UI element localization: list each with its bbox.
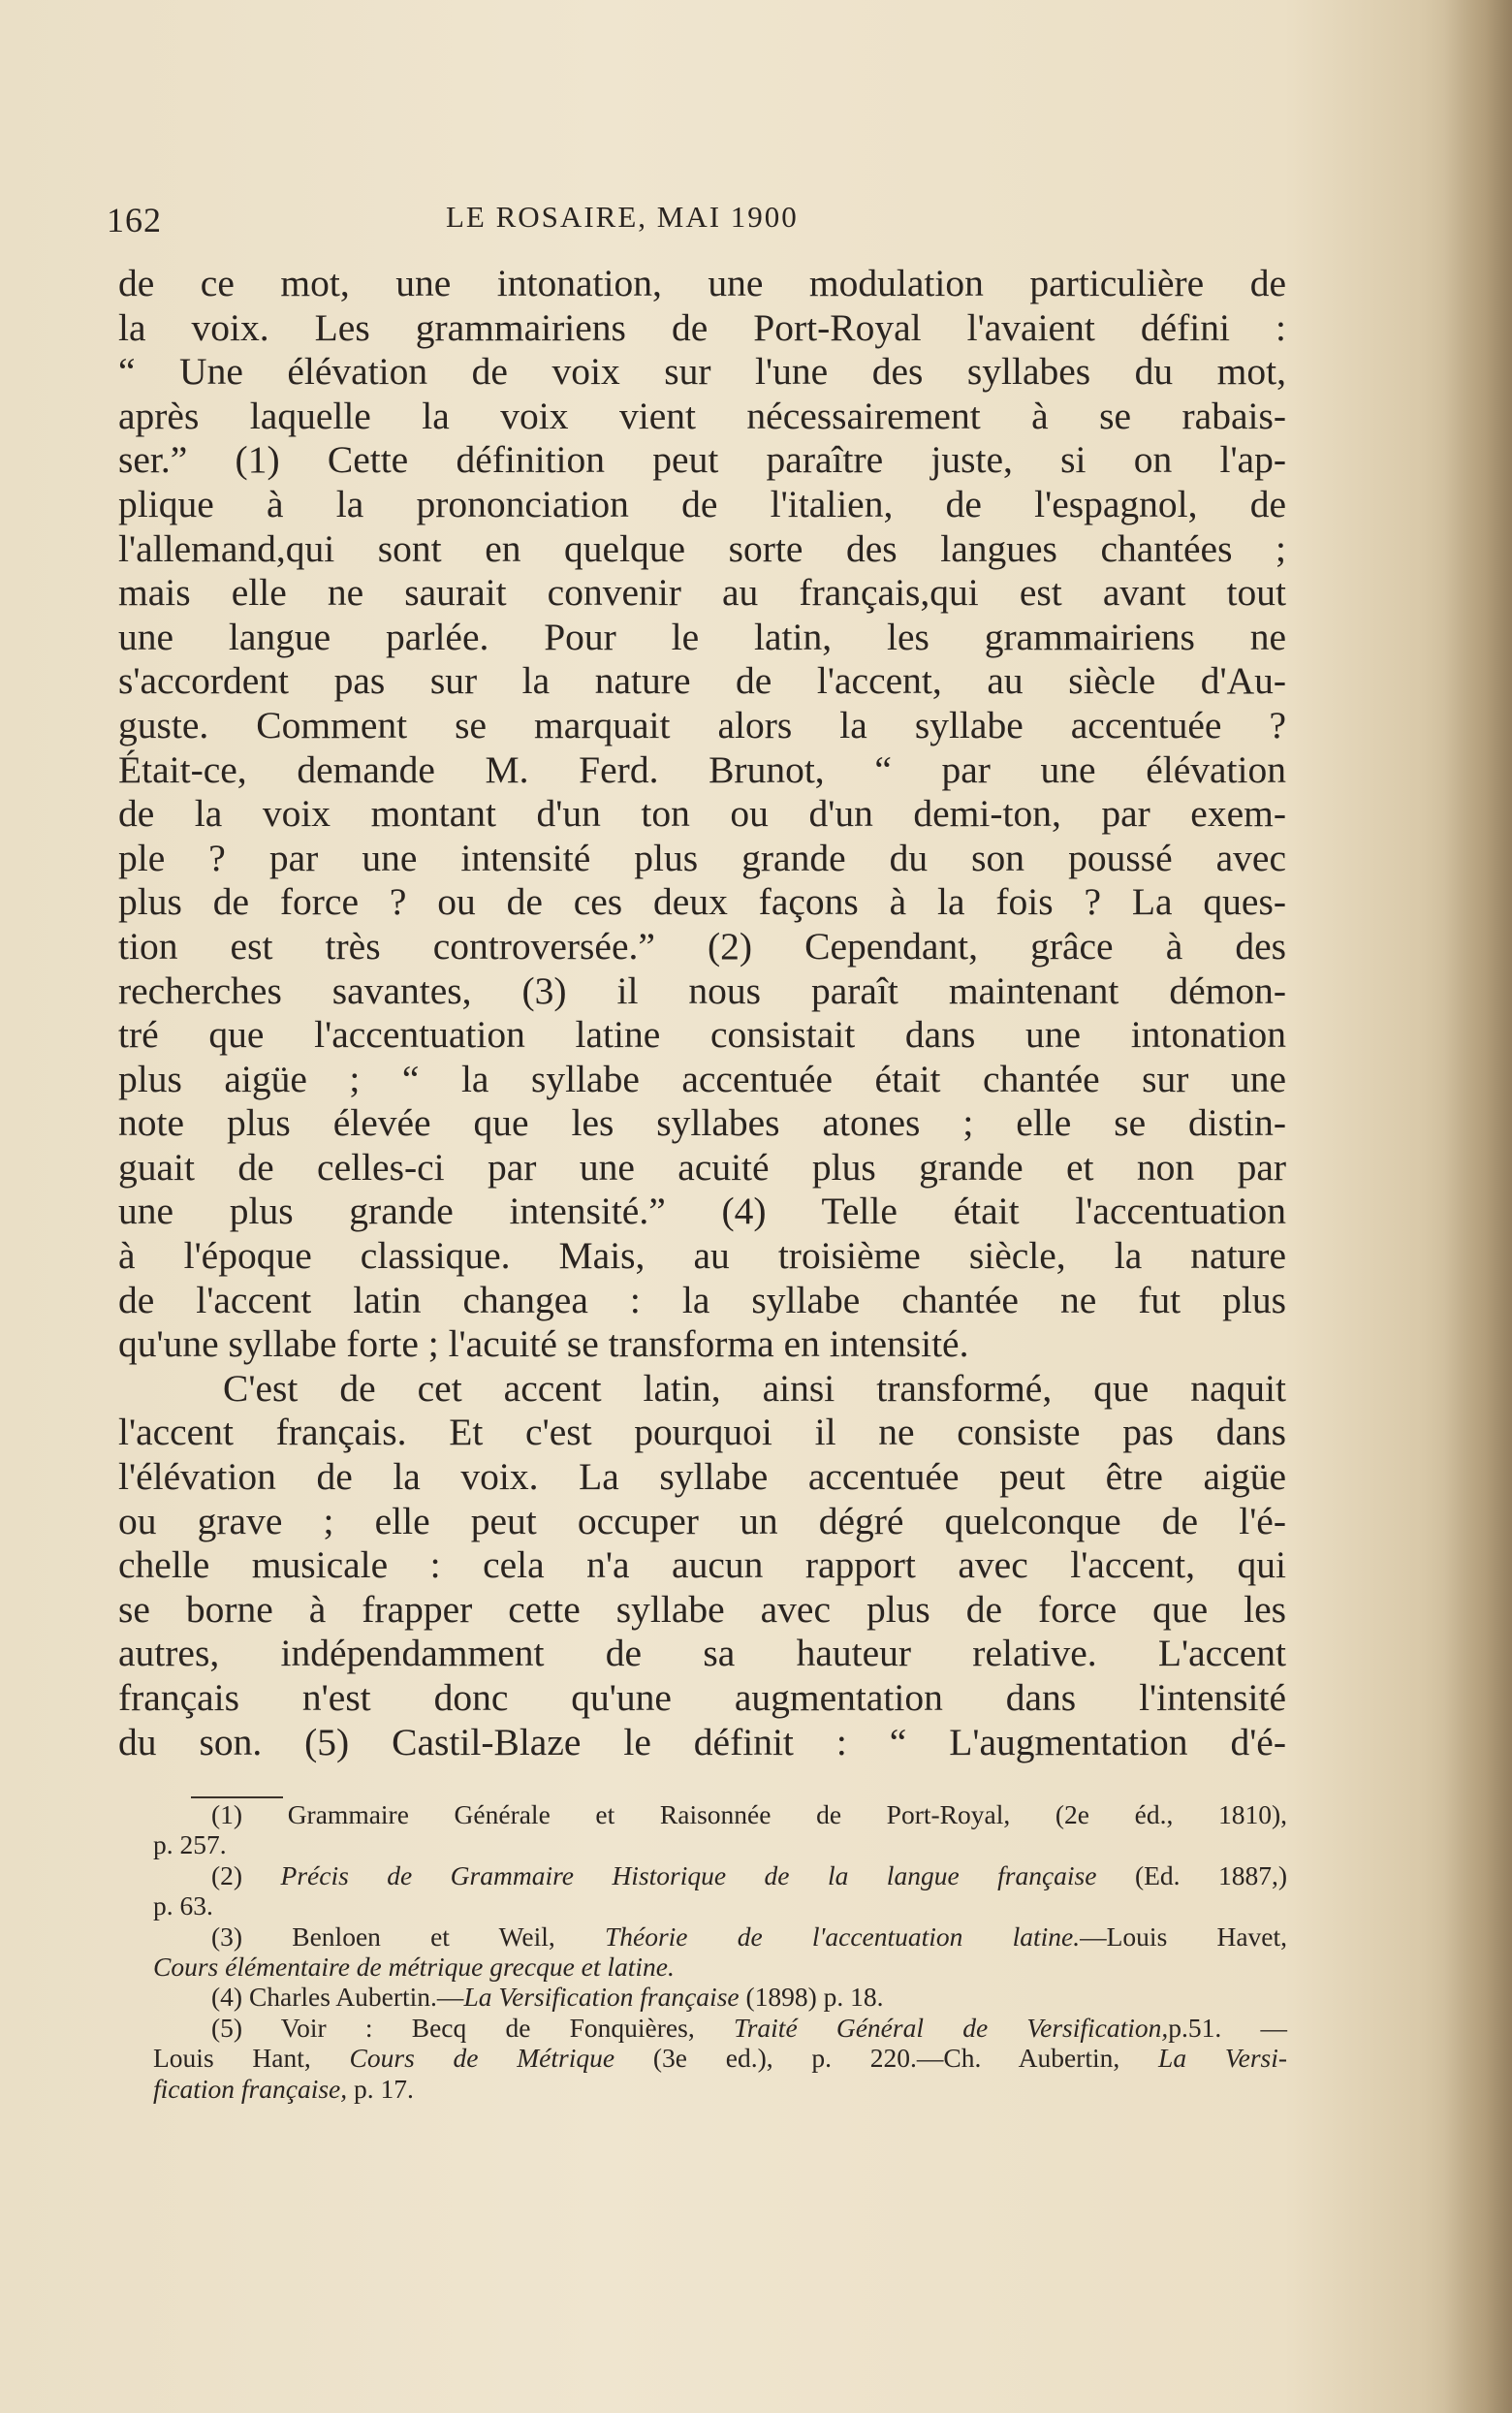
- footnote-text: p. 257.: [153, 1829, 227, 1860]
- footnote-title: La Versi-: [1158, 2043, 1288, 2074]
- text-line: tré que l'accentuation latine consistait dans une intonation: [118, 1013, 1286, 1057]
- footnote-title: Cours de Métrique: [349, 2043, 615, 2074]
- footnote-2: [153, 1860, 1287, 1890]
- text-line: s'accordent pas sur la nature de l'accent, au siècle d'Au-: [118, 659, 1286, 703]
- text-line: chelle musicale : cela n'a aucun rapport avec l'accent, qui: [118, 1543, 1286, 1587]
- footnote-text: —Louis Havet,: [1080, 1921, 1287, 1952]
- text-line: recherches savantes, (3) il nous paraît maintenant démon-: [118, 968, 1286, 1012]
- footnote-title: Traité Général de Versification,: [733, 2012, 1169, 2043]
- text-line: qu'une syllabe forte ; l'acuité se transforma en intensité.: [118, 1322, 969, 1366]
- footnote-text: p. 17.: [354, 2073, 414, 2104]
- footnote-2-continued: [153, 1890, 1287, 1921]
- text-line: Était-ce, demande M. Ferd. Brunot, “ par une élévation: [118, 747, 1286, 791]
- text-line: ou grave ; elle peut occuper un dégré quelconque de l'é-: [118, 1499, 1286, 1542]
- footnote-title: Précis de Grammaire Historique de la langue française: [280, 1859, 1097, 1890]
- text-line: de l'accent latin changea : la syllabe chantée ne fut plus: [118, 1278, 1286, 1321]
- text-line: se borne à frapper cette syllabe avec plus de force que les: [118, 1587, 1286, 1631]
- footnote-text: Louis Hant,: [153, 2043, 311, 2074]
- body-text: [118, 262, 1286, 1764]
- page-gutter-shadow: [1444, 0, 1512, 2413]
- text-line: mais elle ne saurait convenir au français,qui est avant tout: [118, 571, 1286, 615]
- text-line: de ce mot, une intonation, une modulation particulière de: [118, 262, 1286, 304]
- text-line: note plus élevée que les syllabes atones ; elle se distin-: [118, 1101, 1286, 1145]
- text-line: plique à la prononciation de l'italien, de l'espagnol, de: [118, 482, 1286, 525]
- text-line: après laquelle la voix vient nécessairement à se rabais-: [118, 394, 1286, 437]
- page-number: 162: [107, 201, 162, 239]
- footnote-title: La Versification française: [463, 1982, 740, 2013]
- footnote-3-continued: [153, 1952, 1287, 1982]
- text-line: l'élévation de la voix. La syllabe accentuée peut être aigüe: [118, 1455, 1286, 1499]
- footnote-5-continued: [153, 2074, 1287, 2104]
- page-header: [107, 194, 1299, 252]
- footnote-text: (4) Charles Aubertin.—: [211, 1982, 464, 2013]
- running-head: LE ROSAIRE, MAI 1900: [446, 200, 799, 234]
- footnote-text: (Ed. 1887,): [1134, 1859, 1288, 1890]
- text-line: une plus grande intensité.” (4) Telle était l'accentuation: [118, 1190, 1286, 1233]
- text-line: guait de celles-ci par une acuité plus grande et non par: [118, 1145, 1286, 1189]
- text-line: ser.” (1) Cette définition peut paraître juste, si on l'ap-: [118, 438, 1286, 482]
- footnote-3: [153, 1921, 1287, 1952]
- text-line: plus de force ? ou de ces deux façons à la fois ? La ques-: [118, 880, 1286, 924]
- text-line: plus aigüe ; “ la syllabe accentuée était chantée sur une: [118, 1057, 1286, 1100]
- footnote-5-continued: [153, 2043, 1287, 2073]
- text-line: tion est très controversée.” (2) Cependant, grâce à des: [118, 924, 1286, 968]
- text-line: de la voix montant d'un ton ou d'un demi-ton, par exem-: [118, 792, 1286, 836]
- text-line: autres, indépendamment de sa hauteur relative. L'accent: [118, 1632, 1286, 1675]
- footnote-4: [153, 1982, 1287, 2012]
- text-line: du son. (5) Castil-Blaze le définit : “ L'augmentation d'é-: [118, 1720, 1286, 1763]
- text-line: ple ? par une intensité plus grande du son poussé avec: [118, 836, 1286, 879]
- text-line: l'accent français. Et c'est pourquoi il ne consiste pas dans: [118, 1411, 1286, 1454]
- paragraph-start-line: C'est de cet accent latin, ainsi transformé, que naquit: [223, 1366, 1286, 1410]
- footnote-1: [153, 1799, 1287, 1829]
- footnote-1-continued: [153, 1829, 1287, 1859]
- text-line: français n'est donc qu'une augmentation dans l'intensité: [118, 1676, 1286, 1719]
- footnote-separator: [191, 1796, 283, 1798]
- footnote-number: (2): [211, 1859, 243, 1890]
- text-line: à l'époque classique. Mais, au troisième siècle, la nature: [118, 1234, 1286, 1278]
- footnote-text: (1) Grammaire Générale et Raisonnée de Port-Royal, (2e éd., 1810),: [211, 1799, 1287, 1829]
- footnote-title: Théorie de l'accentuation latine.: [604, 1921, 1081, 1952]
- footnotes: [153, 1799, 1287, 2104]
- footnote-text: (5) Voir : Becq de Fonquières,: [211, 2012, 695, 2043]
- footnote-text: (3) Benloen et Weil,: [211, 1921, 555, 1952]
- footnote-title: Cours élémentaire de métrique grecque et latine.: [153, 1951, 675, 1982]
- text-line: l'allemand,qui sont en quelque sorte des langues chantées ;: [118, 526, 1286, 570]
- footnote-title: fication française,: [153, 2073, 348, 2104]
- text-line: une langue parlée. Pour le latin, les grammairiens ne: [118, 615, 1286, 658]
- footnote-text: p. 63.: [153, 1890, 213, 1921]
- footnote-5: [153, 2013, 1287, 2043]
- text-line: “ Une élévation de voix sur l'une des syllabes du mot,: [118, 350, 1286, 394]
- footnote-text: (1898) p. 18.: [745, 1982, 884, 2013]
- text-line: guste. Comment se marquait alors la syllabe accentuée ?: [118, 703, 1286, 746]
- footnote-text: (3e ed.), p. 220.—Ch. Aubertin,: [652, 2043, 1120, 2074]
- footnote-text: p.51. —: [1168, 2012, 1287, 2043]
- text-line: la voix. Les grammairiens de Port-Royal l'avaient défini :: [118, 305, 1286, 349]
